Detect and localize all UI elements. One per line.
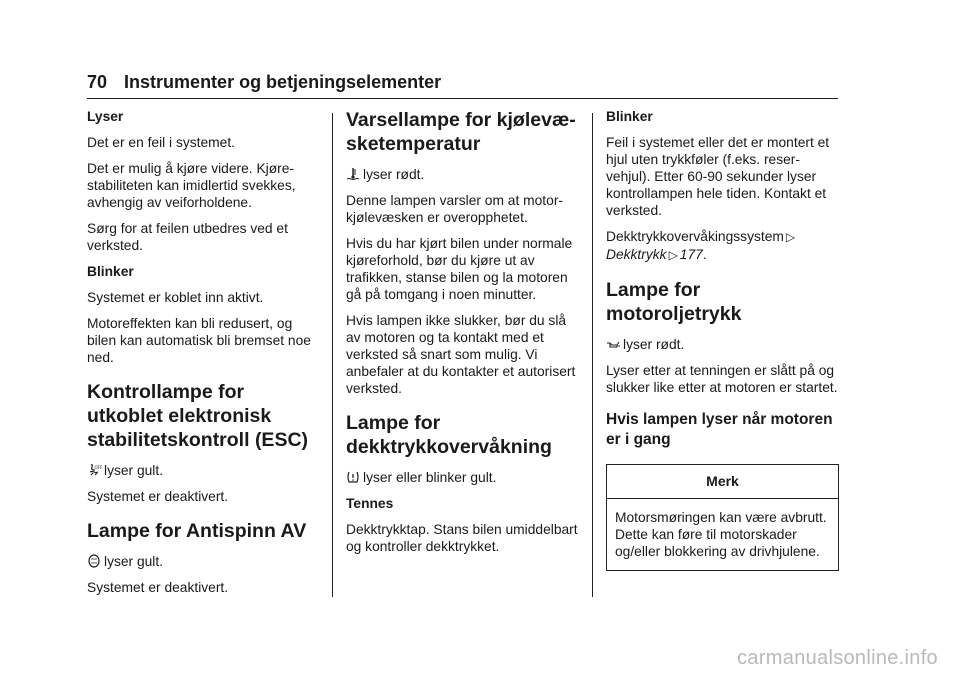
note-body: Motorsmøringen kan være avbrutt. Dette kan føre til motorskader og/eller blokkering av drivhjulene. <box>615 510 827 559</box>
page-title: Instrumenter og betjeningselementer <box>124 72 442 92</box>
column-divider <box>332 113 333 597</box>
blinker-heading: Blinker <box>87 264 134 279</box>
antispin-status: lyser gult. <box>87 553 319 570</box>
engine-running-title: Hvis lampen lyser når motoren er i gang <box>606 411 833 448</box>
antispin-section-title: Lampe for Antispinn AV <box>87 520 307 542</box>
column-3 <box>606 108 839 571</box>
reference-page[interactable]: 177 <box>679 247 703 262</box>
paragraph: Systemet er koblet inn aktivt. <box>87 290 264 305</box>
coolant-temperature-icon <box>346 167 360 181</box>
paragraph: Feil i systemet eller det er montert et hjul uten trykkføler (f.eks. reservehjul). Etter 60-90 sekunder lyser kontrollampen hele tiden. Kontakt et verksted. <box>606 135 830 218</box>
note-title: Merk <box>607 465 838 499</box>
traction-off-icon <box>87 554 101 568</box>
svg-text:OFF: OFF <box>94 465 103 470</box>
paragraph: Hvis du har kjørt bilen under normale kjøreforhold, bør du kjøre ut av trafikken, stanse bilen og la motoren gå på tomgang i noen minutter. <box>346 236 573 302</box>
oil-section-title: Lampe for motoroljetrykk <box>606 279 742 325</box>
oil-pressure-icon <box>606 337 620 351</box>
esc-off-icon <box>87 463 101 477</box>
page-header <box>87 70 838 99</box>
paragraph: Hvis lampen ikke slukker, bør du slå av motoren og ta kontakt med et verksted så snart som mulig. Vi anbefaler at du kontakter et autorisert verksted. <box>346 313 576 396</box>
paragraph: Sørg for at feilen utbedres ved et verksted. <box>87 221 288 253</box>
cross-reference: Dekktrykkovervåkingssystem ▷ Dekktrykk ▷ 177. <box>606 229 796 262</box>
paragraph: Denne lampen varsler om at motorkjølevæsken er overopphetet. <box>346 193 564 225</box>
reference-link[interactable]: Dekktrykk <box>606 247 667 262</box>
paragraph: Lyser etter at tenningen er slått på og slukker like etter at motoren er startet. <box>606 363 838 395</box>
paragraph: Dekktrykktap. Stans bilen umiddelbart og kontroller dekktrykket. <box>346 522 578 554</box>
arrow-reference-icon: ▷ <box>668 248 678 262</box>
note-box <box>606 464 839 571</box>
tpms-status: lyser eller blinker gult. <box>346 469 578 486</box>
antispin-description: Systemet er deaktivert. <box>87 580 229 595</box>
paragraph: Det er mulig å kjøre videre. Kjørestabiliteten kan imidlertid svekkes, avhengig av veiforholdene. <box>87 161 296 210</box>
coolant-status: lyser rødt. <box>346 166 578 183</box>
paragraph: Det er en feil i systemet. <box>87 135 235 150</box>
oil-status: lyser rødt. <box>606 336 839 353</box>
blinker-heading: Blinker <box>606 109 653 124</box>
esc-description: Systemet er deaktivert. <box>87 489 229 504</box>
column-1 <box>87 108 319 605</box>
tennes-heading: Tennes <box>346 496 394 511</box>
arrow-reference-icon: ▷ <box>785 230 796 244</box>
lyser-heading: Lyser <box>87 109 124 124</box>
coolant-section-title: Varsellampe for kjølevæsketemperatur <box>346 109 576 155</box>
column-divider <box>592 113 593 597</box>
tire-pressure-icon <box>346 470 360 484</box>
page-number: 70 <box>87 72 108 92</box>
esc-section-title: Kontrollampe for utkoblet elektronisk stabilitetskontroll (ESC) <box>87 381 309 451</box>
tpms-section-title: Lampe for dekktrykkovervåkning <box>346 412 552 458</box>
esc-status: OFF lyser gult. <box>87 462 319 479</box>
column-2 <box>346 108 578 564</box>
watermark: carmanualsonline.info <box>737 647 938 669</box>
paragraph: Motoreffekten kan bli redusert, og bilen kan automatisk bli bremset noe ned. <box>87 316 311 365</box>
